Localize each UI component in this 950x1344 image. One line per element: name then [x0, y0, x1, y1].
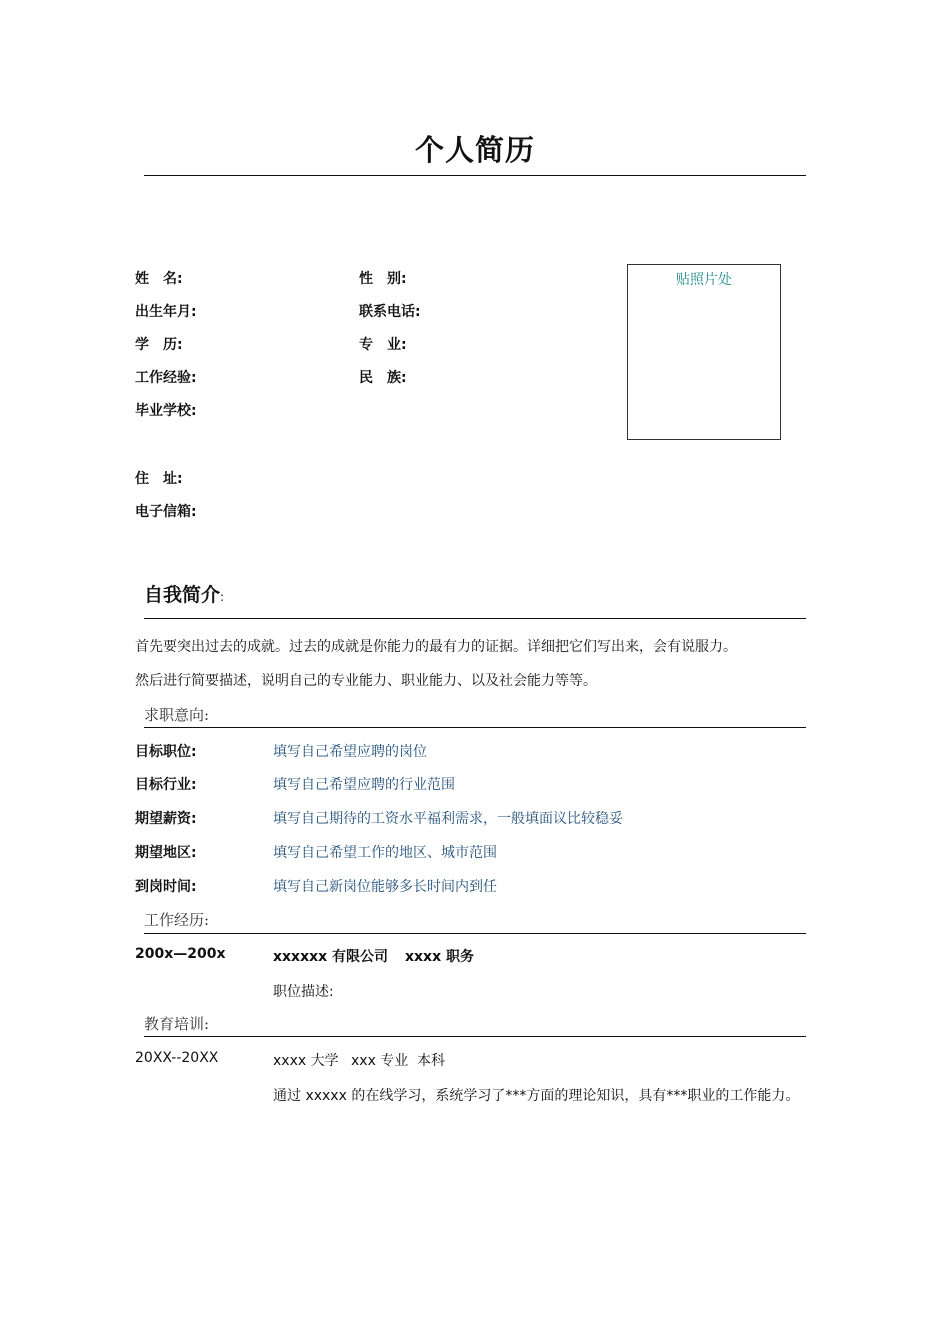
- work-heading: 工作经历:: [144, 911, 210, 929]
- objective-value-region: 填写自己希望工作的地区、城市范围: [273, 845, 497, 861]
- education-divider: [144, 1036, 806, 1037]
- photo-placeholder-text: 贴照片处: [676, 272, 732, 288]
- education-heading: 教育培训:: [144, 1015, 210, 1033]
- ethnicity-label: 民 族:: [359, 370, 407, 386]
- intro-line-1: 首先要突出过去的成就。过去的成就是你能力的最有力的证据。详细把它们写出来，会有说服力。: [135, 639, 737, 655]
- email-label: 电子信箱:: [135, 504, 197, 520]
- objective-heading: 求职意向:: [144, 706, 210, 724]
- work-divider: [144, 933, 806, 934]
- page-title: 个人简历: [414, 133, 535, 167]
- address-label: 住 址:: [135, 471, 183, 487]
- phone-label: 联系电话:: [359, 304, 421, 320]
- objective-divider: [144, 727, 806, 728]
- intro-heading-colon: :: [220, 590, 225, 604]
- name-label: 姓 名:: [135, 271, 183, 287]
- photo-placeholder-box: [627, 264, 781, 440]
- objective-label-region: 期望地区:: [135, 845, 197, 861]
- gender-label: 性 别:: [359, 271, 407, 287]
- work-position: xxxx 职务: [405, 949, 474, 965]
- education-school: xxxx 大学: [273, 1053, 339, 1069]
- major-label: 专 业:: [359, 337, 407, 353]
- work-period: 200x—200x: [135, 946, 226, 962]
- intro-line-2: 然后进行简要描述，说明自己的专业能力、职业能力、以及社会能力等等。: [135, 673, 597, 689]
- education-period: 20XX--20XX: [135, 1050, 219, 1066]
- intro-heading: [144, 580, 224, 607]
- objective-value-position: 填写自己希望应聘的岗位: [273, 744, 427, 760]
- experience-label: 工作经验:: [135, 370, 197, 386]
- objective-label-salary: 期望薪资:: [135, 811, 197, 827]
- objective-value-salary: 填写自己期待的工资水平福利需求，一般填面议比较稳妥: [273, 811, 623, 827]
- education-major: xxx 专业: [351, 1053, 409, 1069]
- intro-heading-text: 自我简介: [144, 584, 221, 606]
- objective-label-industry: 目标行业:: [135, 777, 197, 793]
- objective-value-start: 填写自己新岗位能够多长时间内到任: [273, 879, 497, 895]
- objective-value-industry: 填写自己希望应聘的行业范围: [273, 777, 455, 793]
- education-degree: 本科: [417, 1053, 445, 1069]
- title-divider: [144, 175, 806, 176]
- education-label: 学 历:: [135, 337, 183, 353]
- school-label: 毕业学校:: [135, 403, 197, 419]
- objective-label-position: 目标职位:: [135, 744, 197, 760]
- intro-divider: [144, 618, 806, 619]
- work-company: xxxxxx 有限公司: [273, 949, 389, 965]
- work-description: 职位描述:: [273, 984, 334, 1000]
- birth-label: 出生年月:: [135, 304, 197, 320]
- objective-label-start: 到岗时间:: [135, 879, 197, 895]
- education-description: 通过 xxxxx 的在线学习，系统学习了***方面的理论知识，具有***职业的工作能力。: [273, 1088, 800, 1104]
